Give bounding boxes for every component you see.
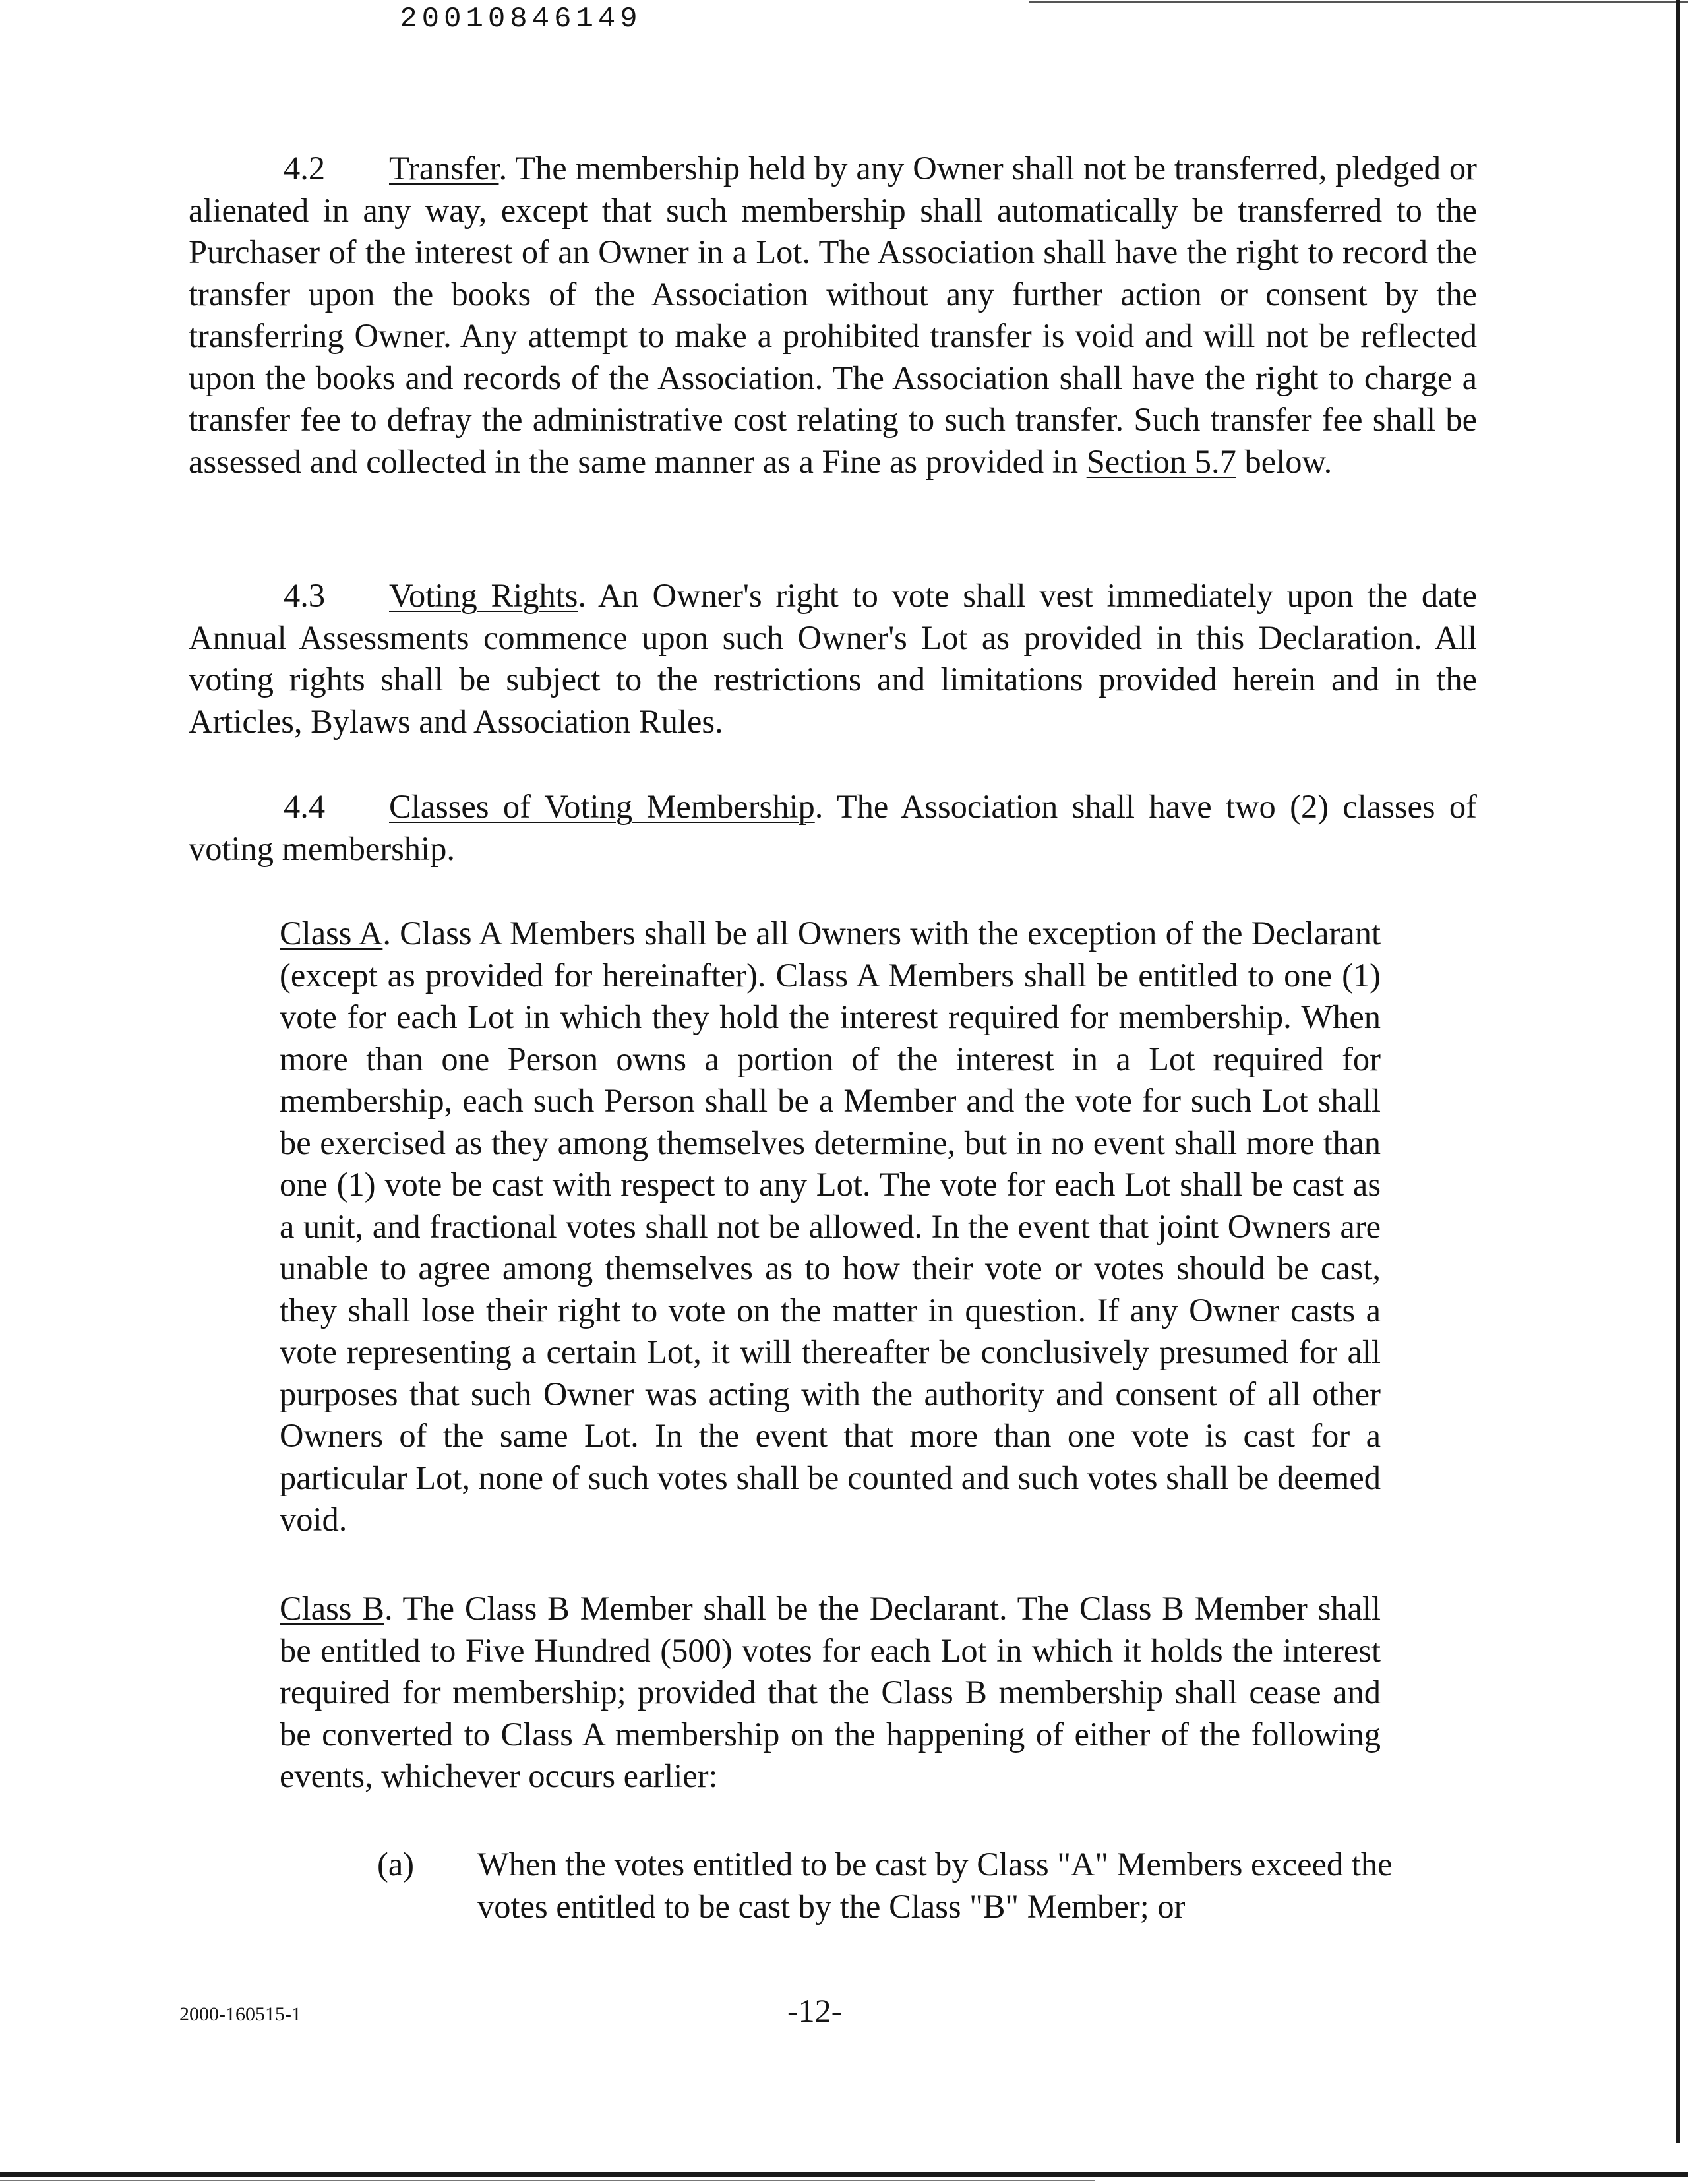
scan-top-rule: [1029, 1, 1688, 3]
list-item-text: When the votes entitled to be cast by Class "A" Members exceed the votes entitled to be cast by the Class "B" Member; or: [477, 1846, 1393, 1925]
section-number: 4.4: [284, 788, 326, 825]
section-body: . An Owner's right to vote shall vest immediately upon the date Annual Assessments commence upon such Owner's Lot as provided in this Declaration. All voting rights shall be subject to the restrictions and limitations provided herein and in the Articles, Bylaws and Association Rules.: [189, 577, 1477, 740]
section-number: 4.3: [284, 577, 326, 614]
section-reference: Section 5.7: [1086, 442, 1236, 480]
class-b-body: . The Class B Member shall be the Declarant. The Class B Member shall be entitled to Five Hundred (500) votes for each Lot in which it holds the interest required for membership; provided that the Class B membership shall cease and be converted to Class A membership on the happening of either of the following events, whichever occurs earlier:: [280, 1590, 1381, 1794]
class-b-paragraph: [280, 1588, 1381, 1798]
section-4-2: [189, 148, 1477, 483]
section-body: . The membership held by any Owner shall not be transferred, pledged or alienated in any way, except that such membership shall automatically be transferred to the Purchaser of the interest of an Owner in a Lot. The Association shall have the right to record the transfer upon the books of the Association without any further action or consent by the transferring Owner. Any attempt to make a prohibited transfer is void and will not be reflected upon the books and records of the Association. The Association shall have the right to charge a transfer fee to defray the administrative cost relating to such transfer. Such transfer fee shall be assessed and collected in the same manner as a Fine as provided in: [189, 150, 1477, 480]
section-title: Voting Rights: [389, 577, 578, 614]
class-a-body: . Class A Members shall be all Owners with the exception of the Declarant (except as provided for hereinafter). Class A Members shall be entitled to one (1) vote for each Lot in which they hold the interest required for membership. When more than one Person owns a portion of the interest in a Lot required for membership, each such Person shall be a Member and the vote for such Lot shall be exercised as they among themselves determine, but in no event shall more than one (1) vote be cast with respect to any Lot. The vote for each Lot shall be cast as a unit, and fractional votes shall not be allowed. In the event that joint Owners are unable to agree among themselves as to how their vote or votes should be cast, they shall lose their right to vote on the matter in question. If any Owner casts a vote representing a certain Lot, it will thereafter be conclusively presumed for all purposes that such Owner was acting with the authority and consent of all other Owners of the same Lot. In the event that more than one vote is cast for a particular Lot, none of such votes shall be counted and such votes shall be deemed void.: [280, 915, 1381, 1538]
class-b-title: Class B: [280, 1590, 384, 1627]
section-title: Classes of Voting Membership: [389, 788, 815, 825]
page-number: -12-: [787, 1992, 843, 2029]
section-4-3: [189, 575, 1477, 743]
scan-bottom-edge: [0, 2172, 1688, 2177]
section-title: Transfer: [389, 150, 499, 187]
class-a-paragraph: [280, 913, 1381, 1541]
section-body: . The Association shall have two (2) classes of voting membership.: [189, 788, 1477, 867]
section-number: 4.2: [284, 150, 326, 187]
class-a-title: Class A: [280, 915, 383, 952]
list-item-label: (a): [377, 1846, 415, 1883]
footer-document-code: 2000-160515-1: [179, 2003, 301, 2025]
document-number: 20010846149: [400, 3, 642, 36]
section-4-4: [189, 786, 1477, 870]
scan-right-edge: [1676, 0, 1680, 2143]
section-body-end: below.: [1236, 442, 1333, 480]
scan-bottom-rule: [0, 2180, 1095, 2181]
